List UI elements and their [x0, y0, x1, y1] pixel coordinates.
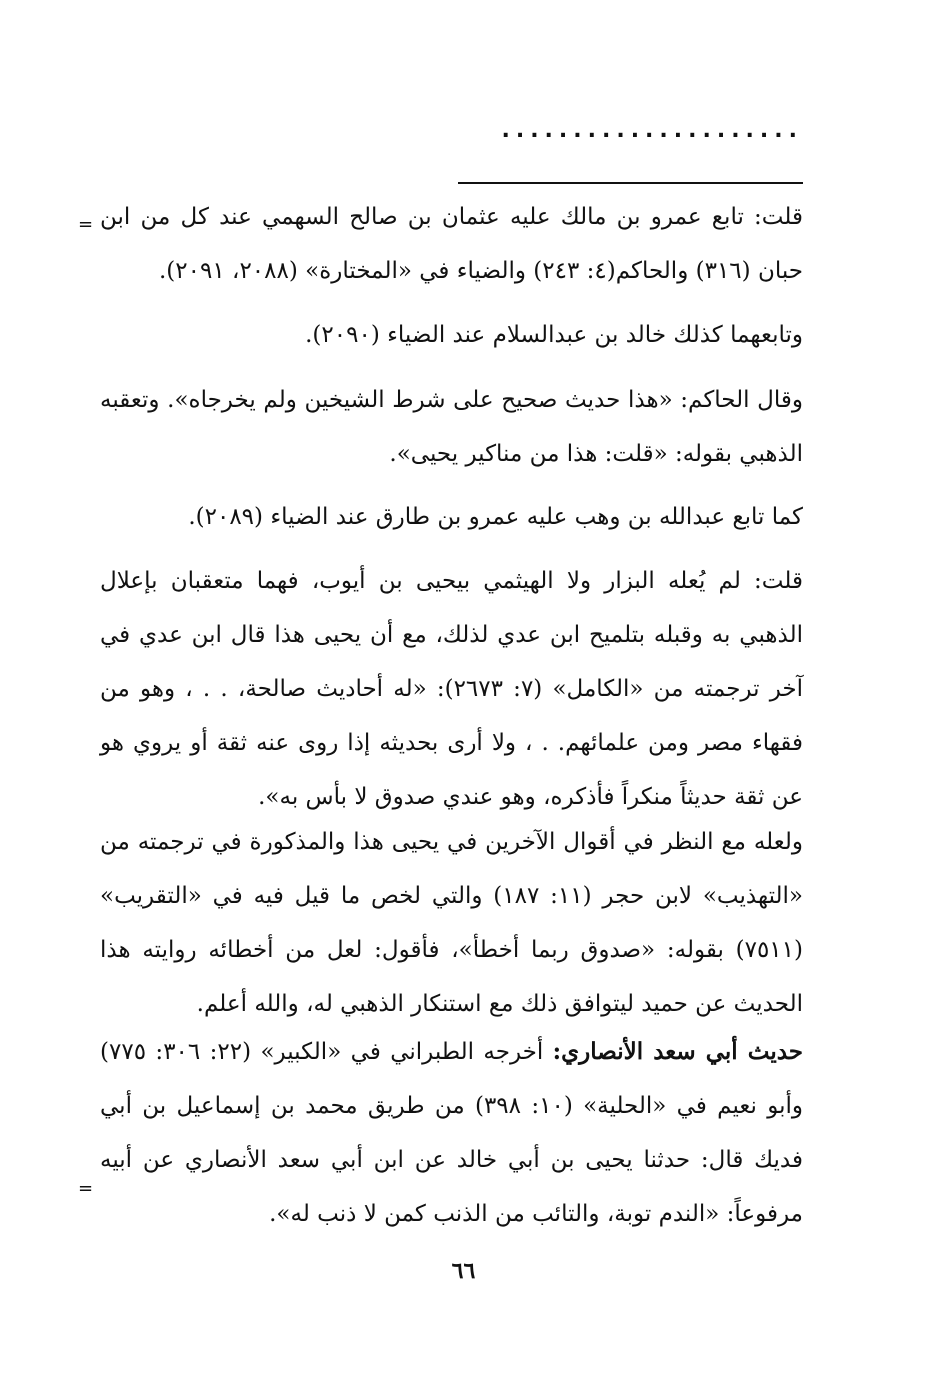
paragraph-3: وقال الحاكم: «هذا حديث صحيح على شرط الشيخين ولم يخرجاه». وتعقبه الذهبي بقوله: «قلت: هذا من مناكير يحيى».	[100, 387, 803, 467]
ornamental-dots: .....................	[501, 118, 803, 143]
paragraph-1: قلت: تابع عمرو بن مالك عليه عثمان بن صالح السهمي عند كل من ابن حبان (٣١٦) والحاكم(٤: ٢٤٣) والضياء في «المختارة» (٢٠٨٨، ٢٠٩١).	[100, 204, 803, 284]
continuation-mark-top: =	[78, 214, 94, 235]
paragraph-6: ولعله مع النظر في أقوال الآخرين في يحيى هذا والمذكورة في ترجمته من «التهذيب» لابن حجر (١١: ١٨٧) والتي لخص ما قيل فيه في «التقريب» (٧٥١١) بقوله: «صدوق ربما أخطأ»، فأقول: لعل من أخطائه روايته هذا الحديث عن حميد ليتوافق ذلك مع استنكار الذهبي له، والله أعلم.	[100, 829, 804, 1017]
paragraph-5: قلت: لم يُعله البزار ولا الهيثمي بيحيى بن أيوب، فهما متعقبان بإعلال الذهبي به وقبله بتلميح ابن عدي لذلك، مع أن يحيى هذا قال ابن عدي في آخر ترجمته من «الكامل» (٧: ٢٦٧٣): «له أحاديث صالحة، . . ، وهو من فقهاء مصر ومن علمائهم. . ، ولا أرى بحديثه إذا روى عنه ثقة أو يروي هو عن ثقة حديثاً منكراً فأذكره، وهو عندي صدوق لا بأس به».	[100, 568, 803, 810]
paragraph-4: كما تابع عبدالله بن وهب عليه عمرو بن طارق عند الضياء (٢٠٨٩).	[188, 504, 803, 530]
page-number: ٦٦	[451, 1258, 476, 1284]
header-rule	[458, 182, 803, 184]
paragraph-2: وتابعهما كذلك خالد بن عبدالسلام عند الضياء (٢٠٩٠).	[305, 322, 803, 348]
paragraph-7	[100, 1025, 803, 1241]
hadith-heading: حديث أبي سعد الأنصاري:	[552, 1038, 804, 1065]
continuation-mark-bottom: =	[78, 1178, 94, 1199]
paragraph-7-body: أخرجه الطبراني في «الكبير» (٢٢: ٣٠٦: ٧٧٥) وأبو نعيم في «الحلية» (١٠: ٣٩٨) من طريق محمد بن إسماعيل بن أبي فديك قال: حدثنا يحيى بن أبي خالد عن ابن أبي سعد الأنصاري عن أبيه مرفوعاً: «الندم توبة، والتائب من الذنب كمن لا ذنب له».	[100, 1039, 804, 1227]
